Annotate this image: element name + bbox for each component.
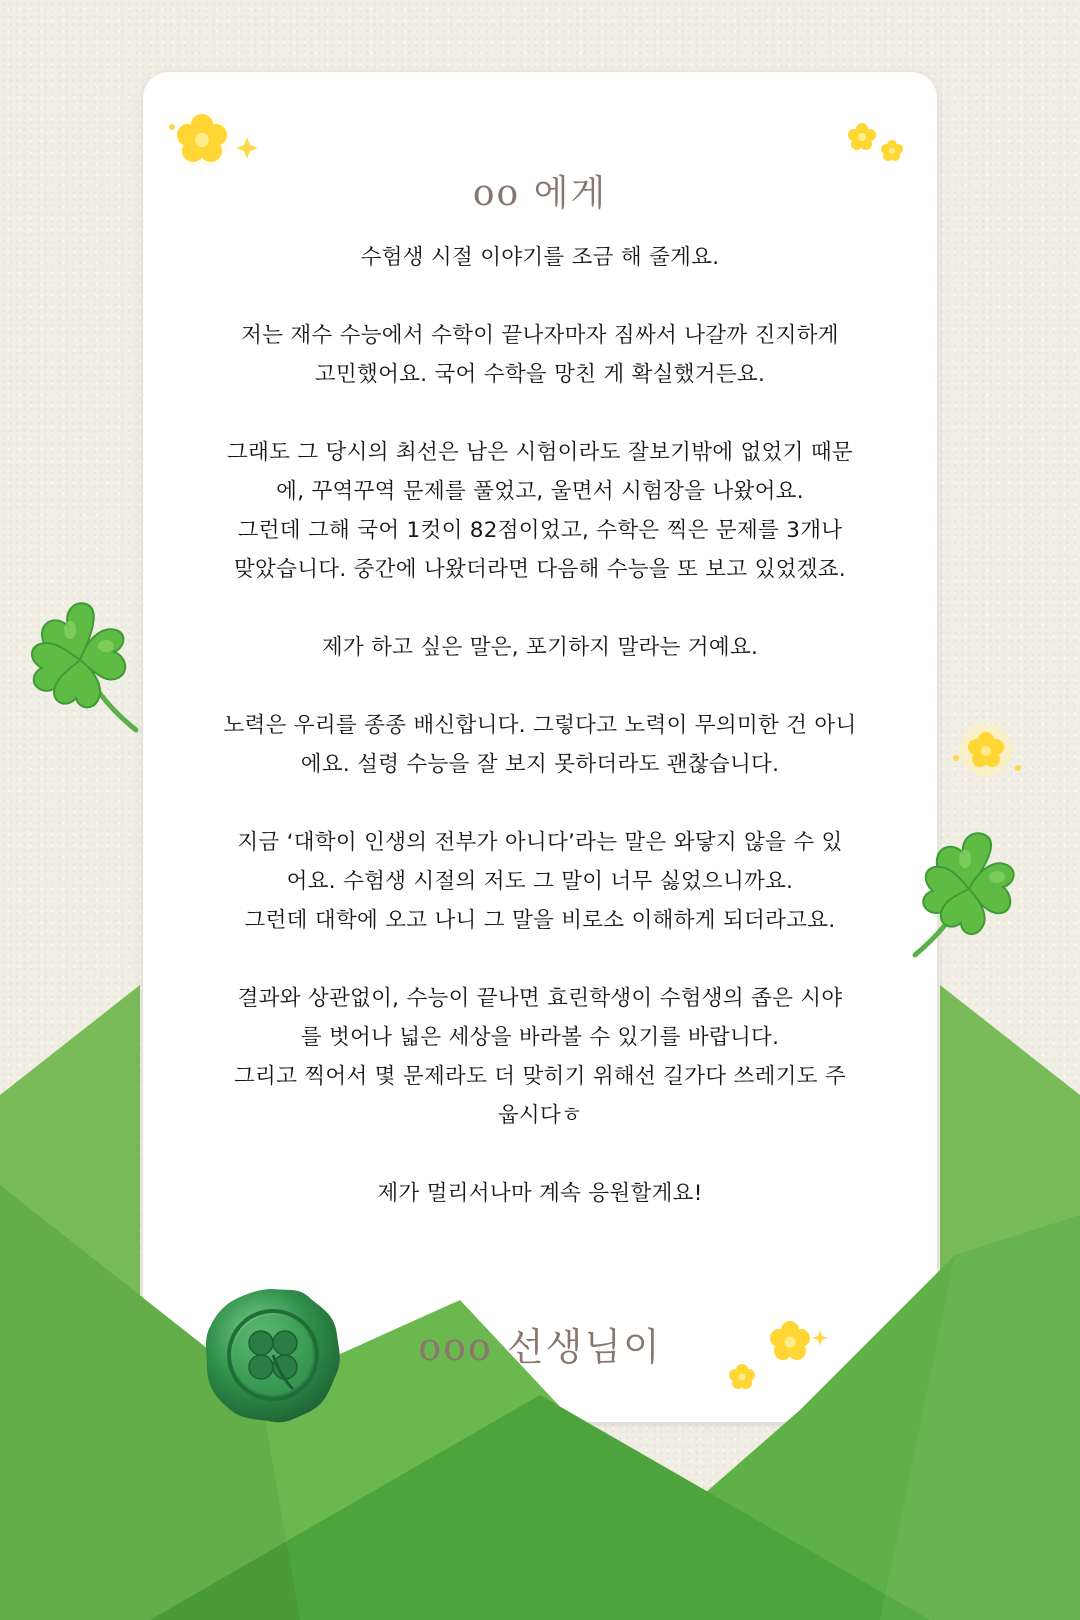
four-leaf-clover-icon [18, 590, 148, 740]
yellow-flower-icon [160, 105, 260, 175]
yellow-flower-icon [948, 718, 1028, 788]
yellow-flower-icon [840, 115, 920, 175]
letter-paragraph: 제가 하고 싶은 말은, 포기하지 말라는 거예요. [321, 635, 759, 660]
letter-paragraph: 지금 ‘대학이 인생의 전부가 아니다’라는 말은 와닿지 않을 수 있 어요. 수험생 시절의 저도 그 말이 너무 싫었으니까요. 그런데 대학에 오고 나니 그 말을 비로소 이해하게 되더라고요. [237, 830, 843, 933]
letter-signature: ooo 선생님이 [418, 1325, 662, 1369]
letter-paragraph: 수험생 시절 이야기를 조금 해 줄게요. [360, 245, 720, 270]
letter-paragraph: 제가 멀리서나마 계속 응원할게요! [377, 1181, 703, 1206]
letter-greeting: oo 에게 [472, 173, 608, 214]
letter-paragraph: 저는 재수 수능에서 수학이 끝나자마자 짐싸서 나갈까 진지하게 고민했어요. 국어 수학을 망친 게 확실했거든요. [241, 323, 839, 387]
letter-paragraph: 결과와 상관없이, 수능이 끝나면 효린학생이 수험생의 좁은 시야 를 벗어나 넓은 세상을 바라볼 수 있기를 바랍니다. 그리고 찍어서 몇 문제라도 더 맞히기 위해선 길가다 쓰레기도 주 웁시다ㅎ [233, 986, 846, 1128]
letter-paragraph: 노력은 우리를 종종 배신합니다. 그렇다고 노력이 무의미한 건 아니 에요. 설령 수능을 잘 보지 못하더라도 괜찮습니다. [223, 713, 857, 777]
four-leaf-clover-icon [905, 815, 1035, 965]
letter-paragraph: 그래도 그 당시의 최선은 남은 시험이라도 잘보기밖에 없었기 때문 에, 꾸역꾸역 문제를 풀었고, 울면서 시험장을 나왔어요. 그런데 그해 국어 1컷이 82점이었고, 수학은 찍은 문제를 3개나 맞았습니다. 중간에 나왔더라면 다음해 수능을 또 보고 있었겠죠. [227, 440, 853, 582]
wax-seal-icon [203, 1285, 343, 1425]
yellow-flower-icon [722, 1312, 832, 1402]
